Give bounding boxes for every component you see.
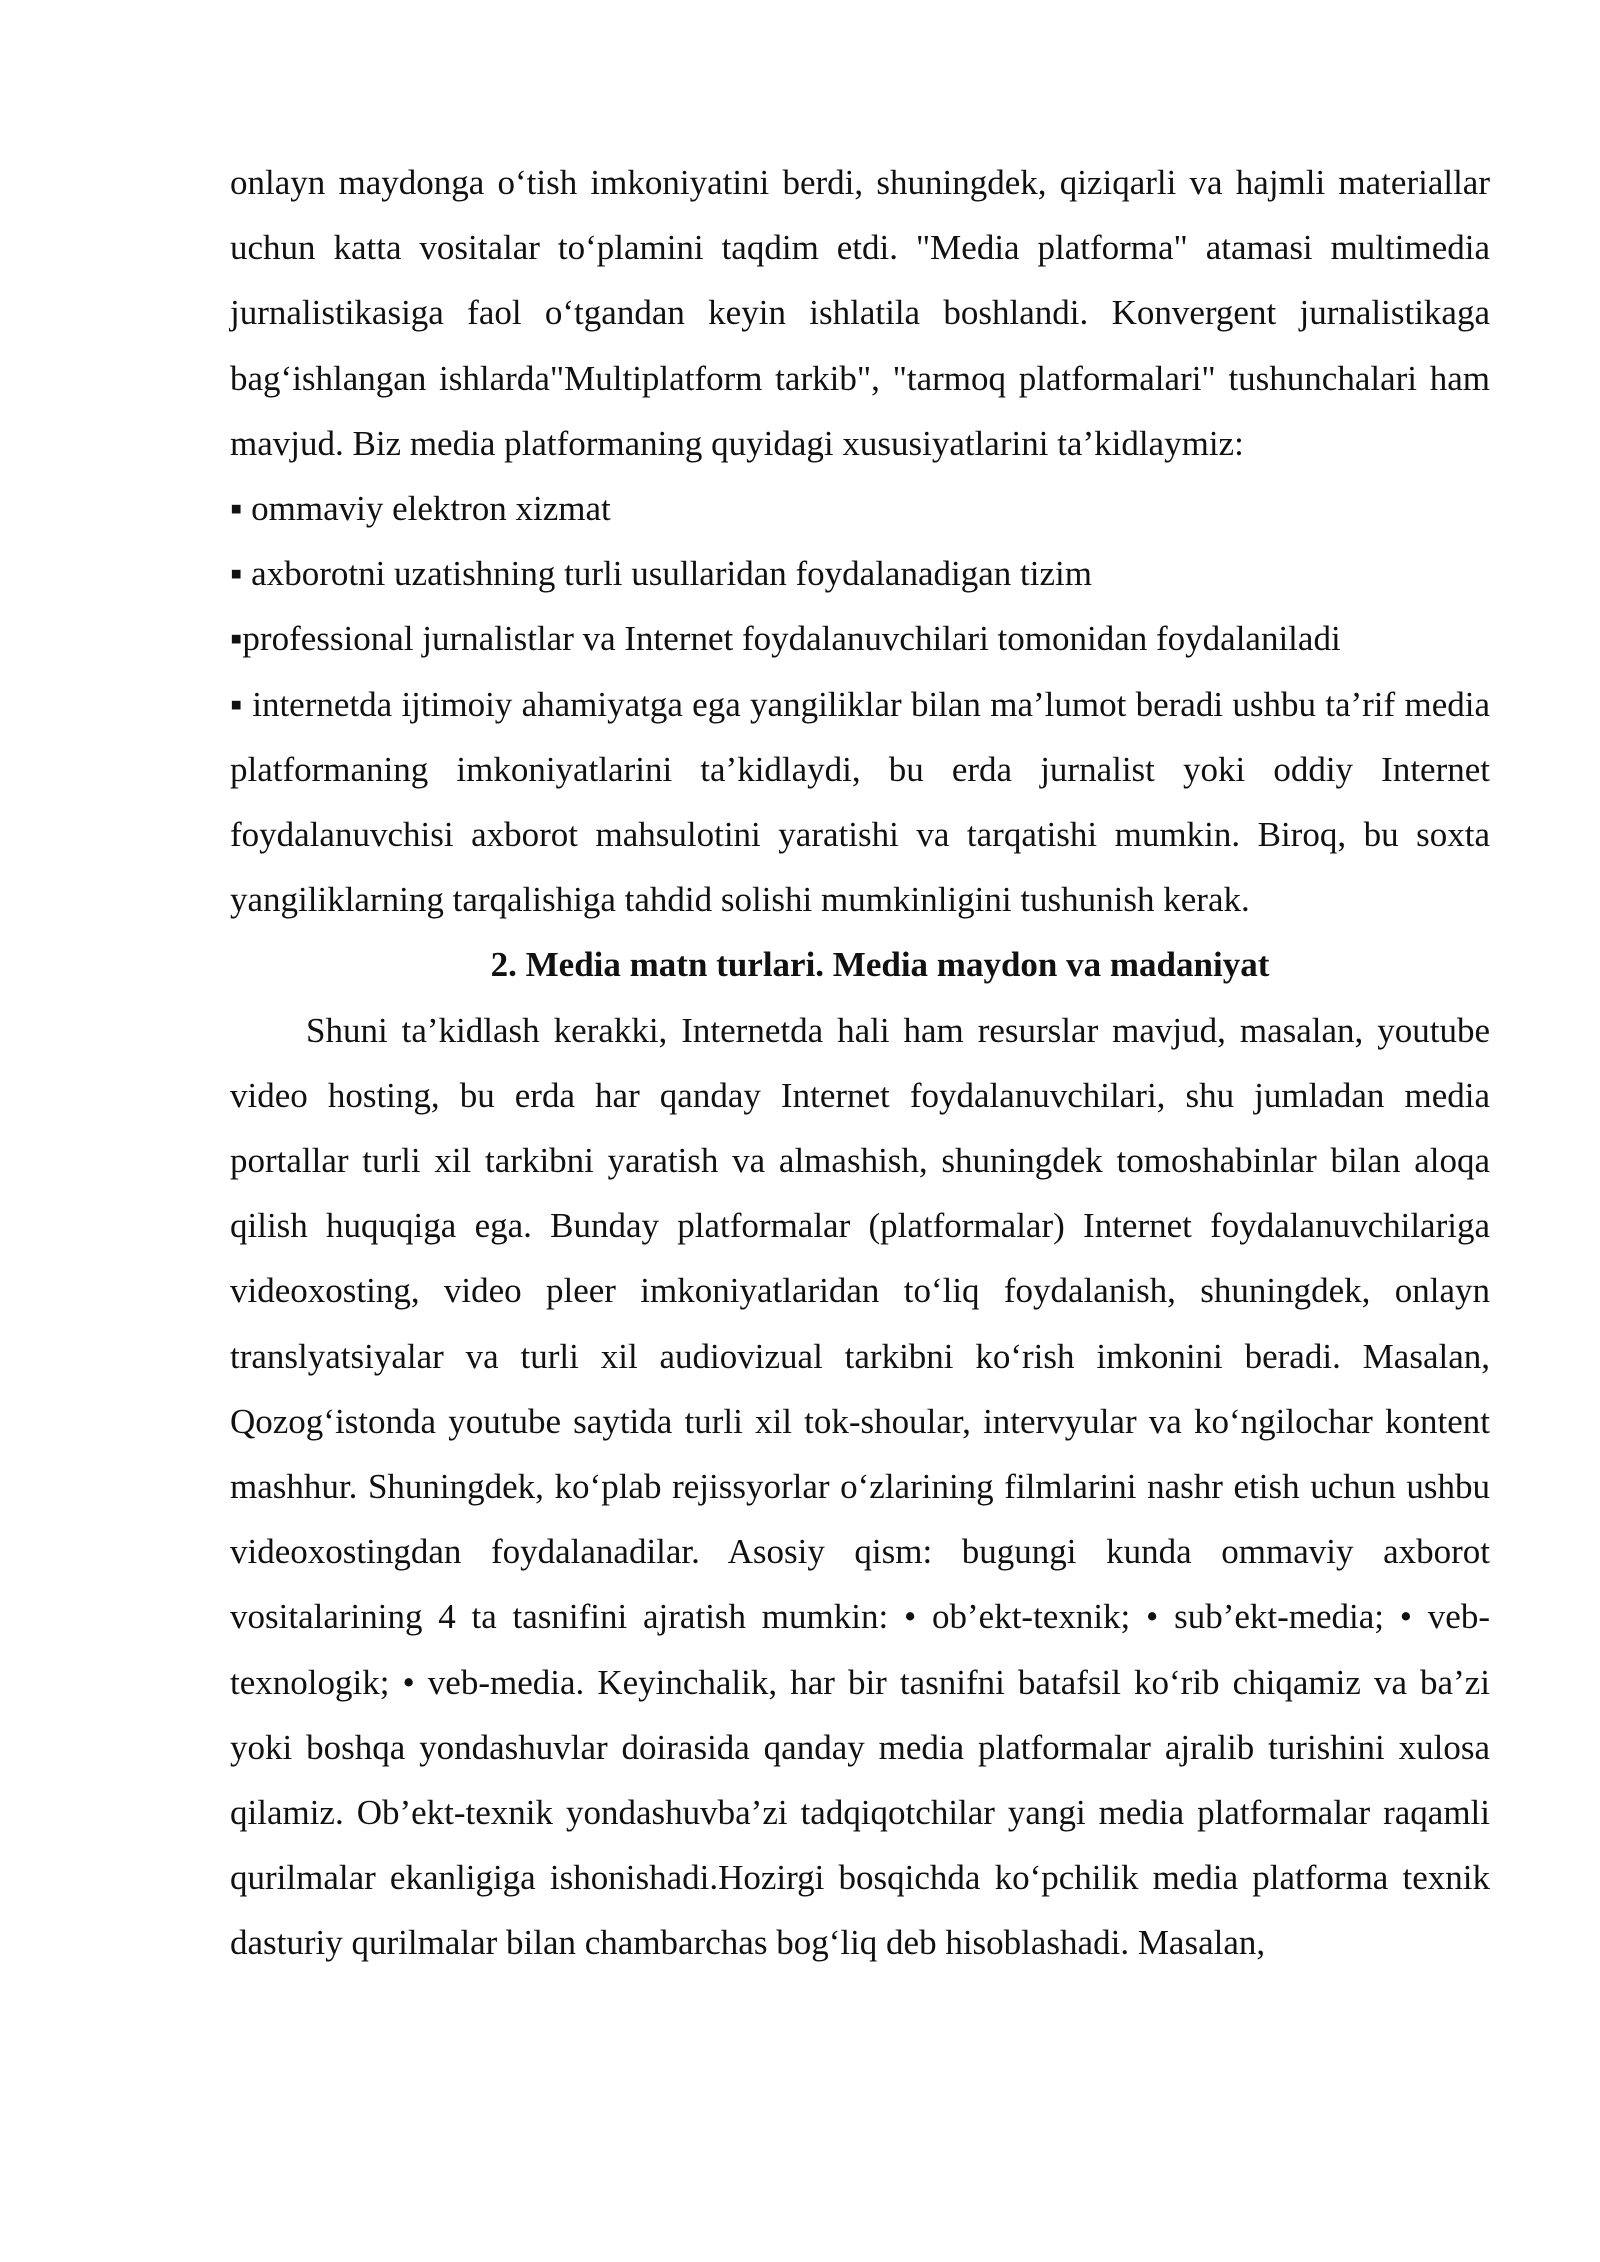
- bullet-item-2: ▪ axborotni uzatishning turli usullaridan foydalanadigan tizim: [230, 554, 1092, 594]
- document-page: [230, 150, 1490, 1976]
- bullet-item-1: ▪ ommaviy elektron xizmat: [230, 489, 611, 529]
- body-paragraph-1: onlayn maydonga o‘tish imkoniyatini berdi, shuningdek, qiziqarli va hajmli materiallar uchun katta vositalar to‘plamini taqdim etdi. "Media platforma" atamasi multimedia jurnalistikasiga faol o‘tgandan keyin ishlatila boshlandi. Konvergent jurnalistikaga bag‘ishlangan ishlarda"Multiplatform tarkib", "tarmoq platformalari" tushunchalari ham mavjud. Biz media platformaning quyidagi xususiyatlarini ta’kidlaymiz:: [230, 163, 1490, 463]
- bullet-item-4: ▪ internetda ijtimoiy ahamiyatga ega yangiliklar bilan ma’lumot beradi ushbu ta’rif media platformaning imkoniyatlarini ta’kidlaydi, bu erda jurnalist yoki oddiy Internet foydalanuvchisi axborot mahsulotini yaratishi va tarqatishi mumkin. Biroq, bu soxta yangiliklarning tarqalishiga tahdid solishi mumkinligini tushunish kerak.: [230, 684, 1490, 920]
- section-heading: 2. Media matn turlari. Media maydon va madaniyat: [490, 945, 1270, 985]
- body-paragraph-2: Shuni ta’kidlash kerakki, Internetda hali ham resurslar mavjud, masalan, youtube video hosting, bu erda har qanday Internet foydalanuvchilari, shu jumladan media portallar turli xil tarkibni yaratish va almashish, shuningdek tomoshabinlar bilan aloqa qilish huquqiga ega. Bunday platformalar (platformalar) Internet foydalanuvchilariga videoxosting, video pleer imkoniyatlaridan to‘liq foydalanish, shuningdek, onlayn translyatsiyalar va turli xil audiovizual tarkibni ko‘rish imkonini beradi. Masalan, Qozog‘istonda youtube saytida turli xil tok-shoular, intervyular va ko‘ngilochar kontent mashhur. Shuningdek, ko‘plab rejissyorlar o‘zlarining filmlarini nashr etish uchun ushbu videoxostingdan foydalanadilar. Asosiy qism: bugungi kunda ommaviy axborot vositalarining 4 ta tasnifini ajratish mumkin: • ob’ekt-texnik; • sub’ekt-media; • veb-texnologik; • veb-media. Keyinchalik, har bir tasnifni batafsil ko‘rib chiqamiz va ba’zi yoki boshqa yondashuvlar doirasida qanday media platformalar ajralib turishini xulosa qilamiz. Ob’ekt-texnik yondashuvba’zi tadqiqotchilar yangi media platformalar raqamli qurilmalar ekanligiga ishonishadi.Hozirgi bosqichda ko‘pchilik media platforma texnik dasturiy qurilmalar bilan chambarchas bog‘liq deb hisoblashadi. Masalan,: [230, 1010, 1490, 1963]
- bullet-item-3: ▪professional jurnalistlar va Internet foydalanuvchilari tomonidan foydalaniladi: [230, 619, 1341, 659]
